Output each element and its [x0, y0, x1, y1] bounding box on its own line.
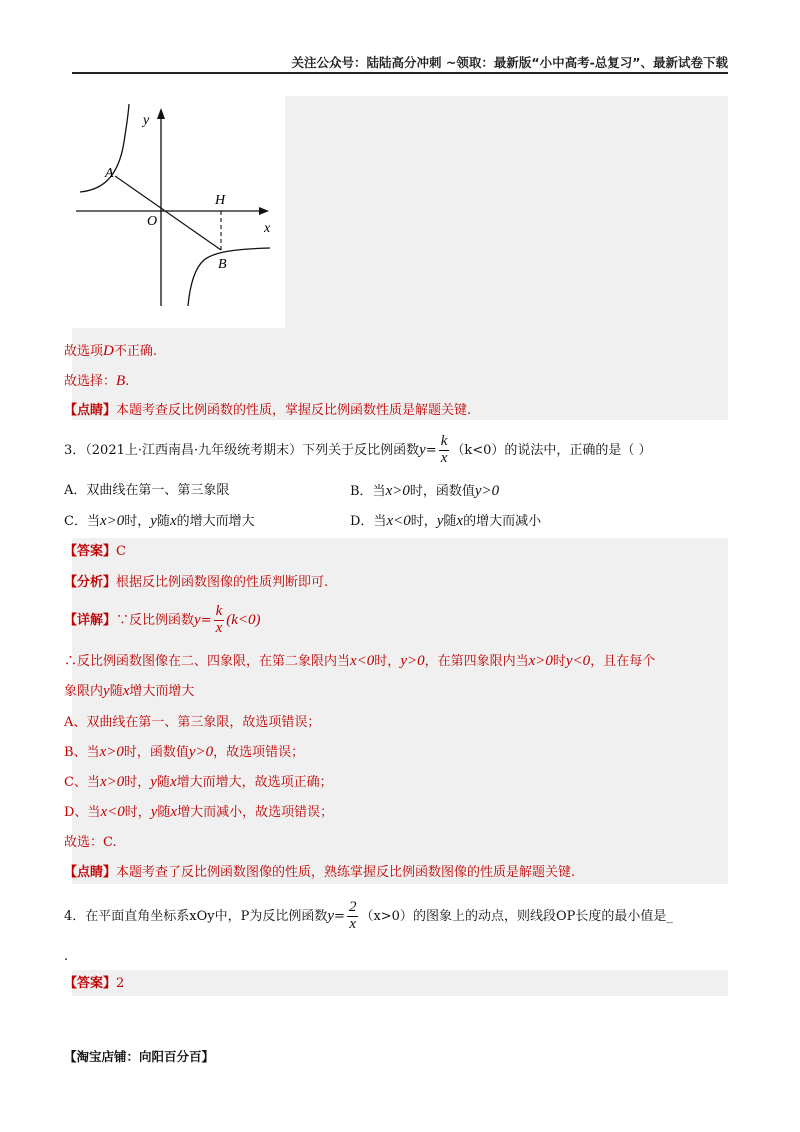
label-o: O: [147, 214, 158, 229]
q4-answer: 【答案】2: [64, 976, 125, 991]
header-divider: [72, 72, 728, 74]
q4-stem: 4．在平面直角坐标系xOy中，P为反比例函数y= $\frac{2}{x}$ （x>0）的图象上的动点，则线段OP长度的最小值是_: [64, 899, 673, 932]
hyperbola-figure: [72, 96, 285, 328]
q3-dianjing: 【点睛】本题考查了反比例函数图像的性质，熟练掌握反比例函数图像的性质是解题关键.: [64, 865, 576, 880]
label-y: y: [143, 113, 150, 128]
q2-choice: 故选择：B.: [64, 373, 130, 389]
hyperbola-branch-fourth-quadrant: [188, 248, 270, 306]
label-a: A: [105, 166, 114, 181]
q3-answer: 【答案】C: [64, 544, 126, 559]
label-x: x: [264, 221, 271, 236]
footer-shop-text: 【淘宝店铺：向阳百分百】: [64, 1049, 215, 1064]
x-axis-arrow: [259, 207, 269, 215]
q4-stem-dot: .: [64, 949, 69, 964]
q3-xiangjie-line3: 象限内y随x增大而增大: [64, 683, 195, 699]
q3-option-b: B．当x>0时，函数值y>0: [350, 483, 500, 499]
q3-xiangjie: 【详解】∵反比例函数y= $\frac{k}{x}$ (k<0): [64, 603, 261, 636]
label-h: H: [215, 193, 226, 208]
q3-final-choice: 故选：C.: [64, 835, 117, 850]
q3-xiangjie-fraction: $\frac{k}{x}$: [215, 603, 223, 636]
q3-analysis-a: A、双曲线在第一、第三象限，故选项错误；: [64, 715, 321, 730]
q3-option-c: C．当x>0时，y随x的增大而增大: [64, 513, 255, 529]
q3-stem: 3．（2021上·江西南昌·九年级统考期末）下列关于反比例函数y= $\frac{k}{x}$ （k<0）的说法中，正确的是（ ）: [64, 433, 652, 466]
q2-dianjing: 【点睛】本题考查反比例函数的性质，掌握反比例函数性质是解题关键.: [64, 403, 472, 418]
label-b: B: [218, 257, 227, 272]
q3-fraction: $\frac{k}{x}$: [440, 433, 448, 466]
q3-analysis-d: D、当x<0时，y随x增大而减小，故选项错误；: [64, 804, 334, 820]
shaded-block-q4-answer: [72, 970, 728, 996]
q3-analysis-c: C、当x>0时，y随x增大而增大，故选项正确；: [64, 774, 333, 790]
page-header-text: 关注公众号：陆陆高分冲刺 ~领取：最新版“小中高考-总复习”、最新试卷下载: [291, 55, 728, 70]
q3-analysis-b: B、当x>0时，函数值y>0，故选项错误；: [64, 744, 305, 760]
segment-ab: [115, 176, 221, 250]
q2-conclusion-d: 故选项D不正确.: [64, 343, 157, 359]
q4-fraction: $\frac{2}{x}$: [348, 899, 357, 932]
y-axis-arrow: [157, 108, 165, 119]
q3-fenxi: 【分析】根据反比例函数图像的性质判断即可.: [64, 575, 329, 590]
q3-option-d: D．当x<0时，y随x的增大而减小: [350, 513, 542, 529]
q3-xiangjie-line2: ∴反比例函数图像在二、四象限，在第二象限内当x<0时，y>0，在第四象限内当x>0时y<0，且在每个: [64, 653, 656, 669]
hyperbola-graph: [72, 96, 285, 328]
q3-option-a: A．双曲线在第一、第三象限: [64, 483, 230, 498]
